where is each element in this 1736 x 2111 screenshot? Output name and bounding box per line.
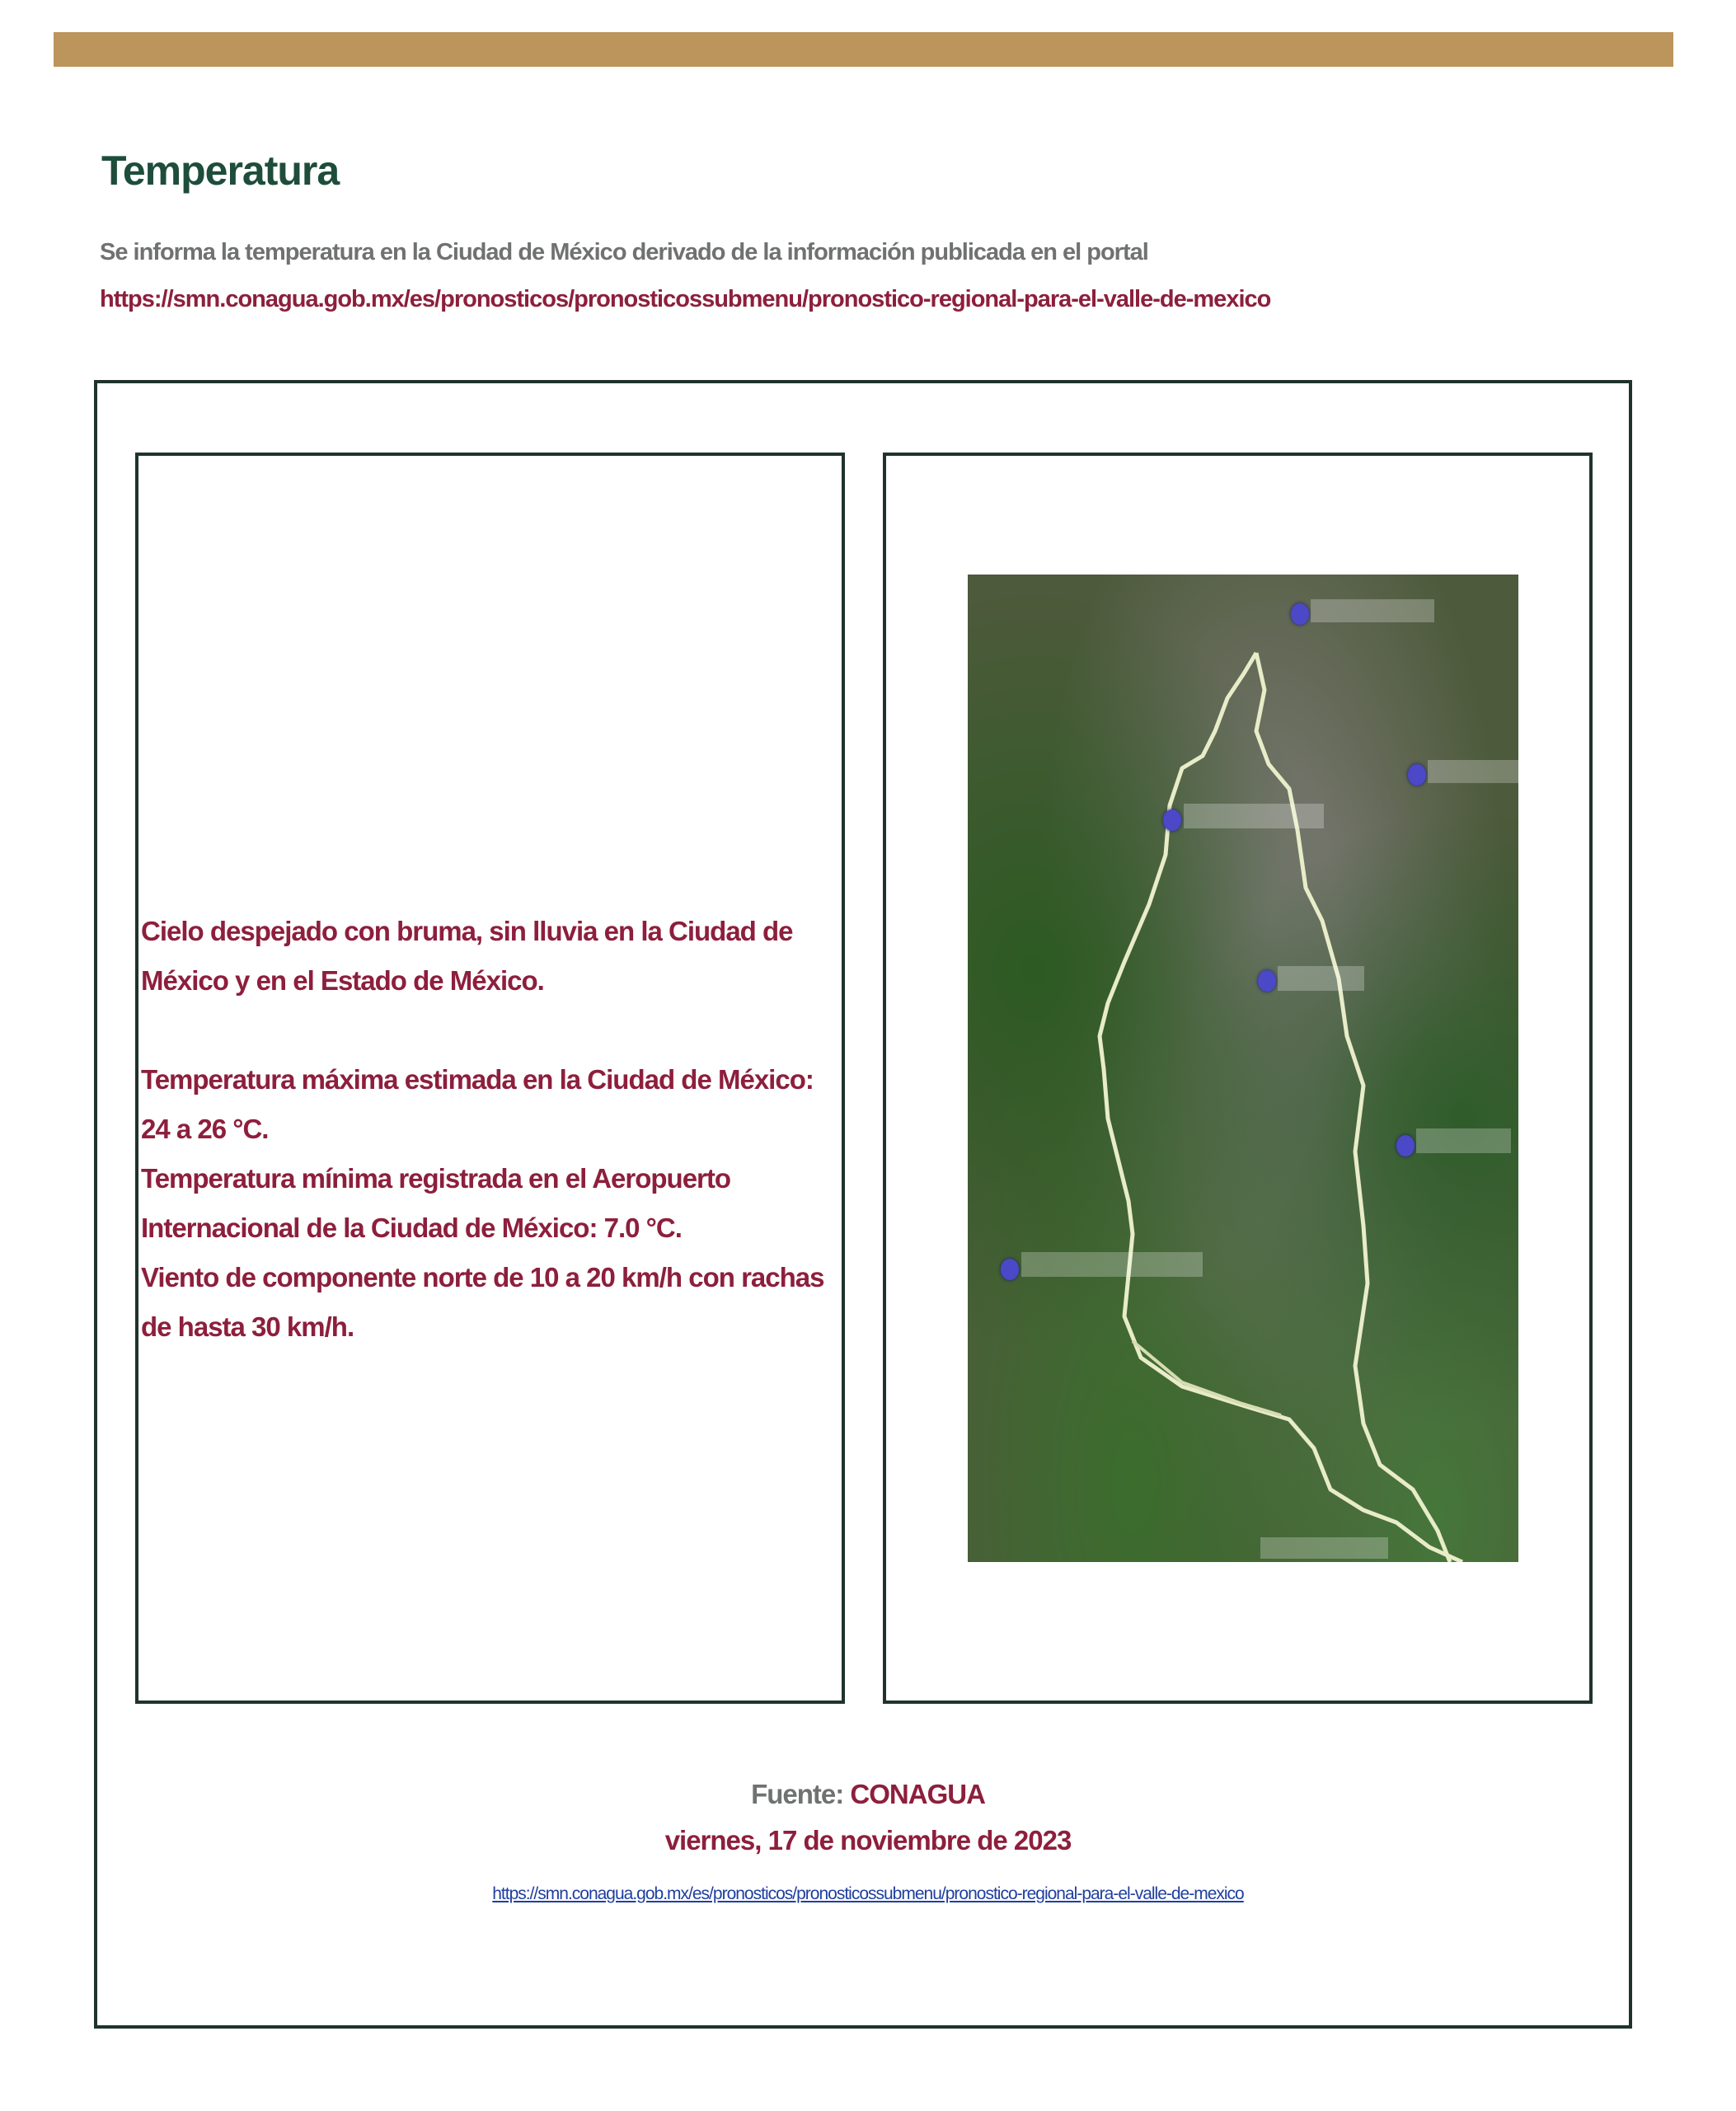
map-place-label: [1311, 599, 1434, 622]
source-name: CONAGUA: [850, 1779, 985, 1809]
map-place-label: [1021, 1252, 1203, 1277]
page-title: Temperatura: [101, 148, 340, 194]
map-pin-icon: [1001, 1259, 1019, 1280]
report-date: viernes, 17 de noviembre de 2023: [664, 1825, 1072, 1855]
map-pin-icon: [1258, 970, 1276, 992]
map-place-label: [1278, 966, 1364, 991]
intro-text: Se informa la temperatura en la Ciudad de México derivado de la información publicada en el portal: [100, 239, 1148, 265]
satellite-map-image: [968, 575, 1518, 1562]
map-pin-icon: [1291, 603, 1309, 625]
map-pin-icon: [1408, 764, 1426, 786]
forecast-text: [141, 907, 842, 1352]
map-pin-icon: [1163, 809, 1181, 831]
map-place-label: [1260, 1537, 1388, 1559]
map-boundary: [968, 575, 1518, 1562]
source-line: [0, 1779, 1736, 1810]
map-place-label: [1184, 804, 1324, 828]
map-place-label: [1428, 760, 1518, 783]
map-pin-icon: [1396, 1135, 1415, 1156]
portal-url: https://smn.conagua.gob.mx/es/pronosticos/pronosticossubmenu/pronostico-regional-para-el-valle-de-mexico: [100, 286, 1271, 312]
top-accent-bar: [54, 32, 1673, 67]
forecast-wind: Viento de componente norte de 10 a 20 km/h con rachas de hasta 30 km/h.: [141, 1262, 824, 1342]
forecast-max-temp: Temperatura máxima estimada en la Ciudad de México: 24 a 26 °C.: [141, 1064, 814, 1144]
forecast-sky: Cielo despejado con bruma, sin lluvia en la Ciudad de México y en el Estado de México.: [141, 916, 793, 996]
map-place-label: [1416, 1128, 1511, 1153]
source-link[interactable]: https://smn.conagua.gob.mx/es/pronosticos/pronosticossubmenu/pronostico-regional-para-el-valle-de-mexico: [492, 1884, 1244, 1903]
source-label: Fuente:: [751, 1779, 844, 1809]
forecast-min-temp: Temperatura mínima registrada en el Aeropuerto Internacional de la Ciudad de México: 7.0 °C.: [141, 1163, 731, 1243]
